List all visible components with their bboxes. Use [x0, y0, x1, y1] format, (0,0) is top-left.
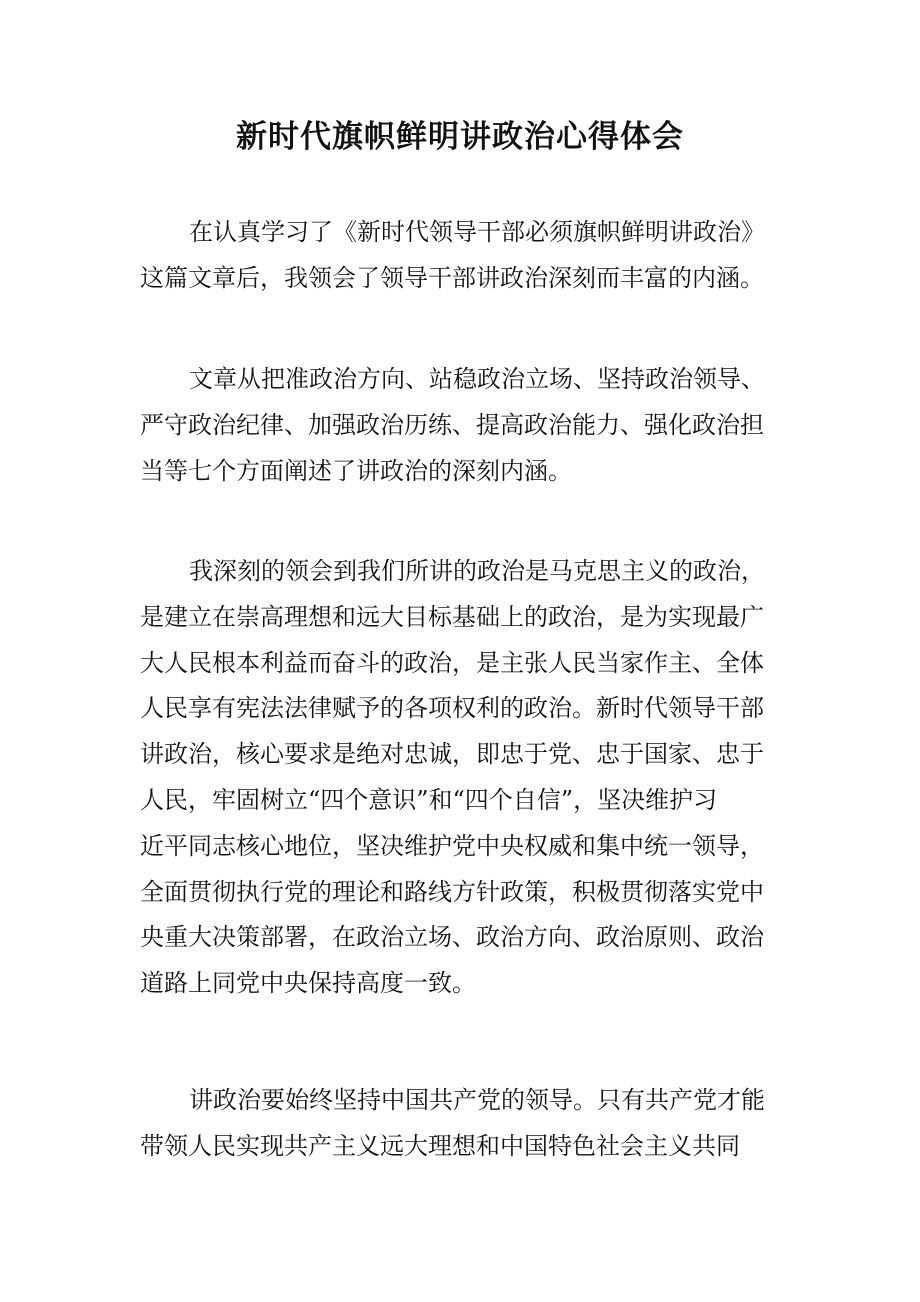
paragraph-line: 道路上同党中央保持高度一致。 [140, 969, 476, 998]
paragraph-3 [140, 549, 780, 1007]
paragraph-line: 讲政治，核心要求是绝对忠诚，即忠于党、忠于国家、忠于 [140, 740, 764, 769]
document-title: 新时代旗帜鲜明讲政治心得体会 [236, 119, 684, 155]
paragraph-line: 近平同志核心地位，坚决维护党中央权威和集中统一领导， [140, 831, 764, 860]
paragraph-line: 带领人民实现共产主义远大理想和中国特色社会主义共同 [140, 1131, 740, 1160]
paragraph-line: 在认真学习了《新时代领导干部必须旗帜鲜明讲政治》 [189, 218, 765, 246]
paragraph-line: 是建立在崇高理想和远大目标基础上的政治，是为实现最广 [140, 602, 764, 631]
paragraph-line: 当等七个方面阐述了讲政治的深刻内涵。 [140, 456, 572, 485]
paragraph-line: 这篇文章后，我领会了领导干部讲政治深刻而丰富的内涵。 [140, 263, 764, 292]
paragraph-line: 全面贯彻执行党的理论和路线方针政策，积极贯彻落实党中 [140, 877, 764, 906]
paragraph-line: 人民享有宪法法律赋予的各项权利的政治。新时代领导干部 [140, 694, 764, 723]
paragraph-line: 我深刻的领会到我们所讲的政治是马克思主义的政治， [189, 557, 765, 585]
paragraph-line: 严守政治纪律、加强政治历练、提高政治能力、强化政治担 [140, 410, 764, 439]
paragraph-4 [140, 1078, 780, 1170]
paragraph-1 [140, 210, 780, 302]
paragraph-line: 人民，牢固树立“四个意识”和“四个自信”，坚决维护习 [140, 785, 718, 814]
paragraph-line: 大人民根本利益而奋斗的政治，是主张人民当家作主、全体 [140, 648, 764, 677]
paragraph-line: 央重大决策部署，在政治立场、政治方向、政治原则、政治 [140, 923, 764, 952]
paragraph-2 [140, 357, 780, 494]
paragraph-line: 讲政治要始终坚持中国共产党的领导。只有共产党才能 [189, 1086, 765, 1114]
paragraph-line: 文章从把准政治方向、站稳政治立场、坚持政治领导、 [189, 365, 765, 393]
